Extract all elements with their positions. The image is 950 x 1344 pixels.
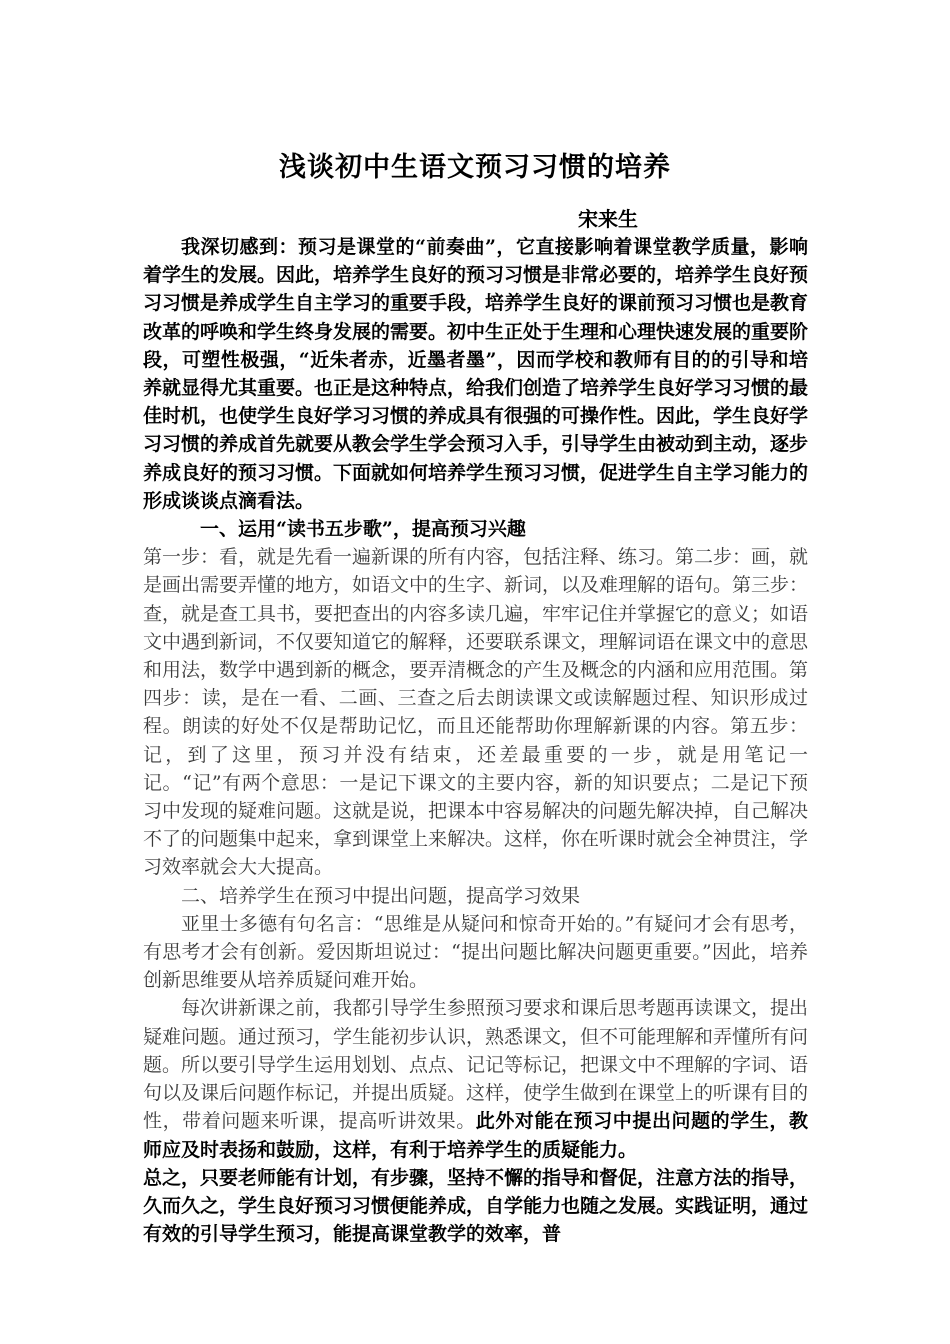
section-2-paragraph-2-bold-text: 此外对能在预习中提出问题的学生，教师应及时表扬和鼓励，这样，有利于培养学生的质疑能力。 (143, 1110, 808, 1161)
document-author: 宋来生 (578, 207, 638, 231)
intro-paragraph: 我深切感到：预习是课堂的“前奏曲”，它直接影响着课堂教学质量，影响着学生的发展。因此，培养学生良好的预习习惯是非常必要的，培养学生良好预习习惯是养成学生自主学习的重要手段，培养学生良好的课前预习习惯也是教育改革的呼唤和学生终身发展的需要。初中生正处于生理和心理快速发展的重要阶段，可塑性极强，“近朱者赤，近墨者墨”，因而学校和教师有目的的引导和培养就显得尤其重要。也正是这种特点，给我们创造了培养学生良好学习习惯的最佳时机，也使学生良好学习习惯的养成具有很强的可操作性。因此，学生良好学习习惯的养成首先就要从教会学生学会预习入手，引导学生由被动到主动，逐步养成良好的预习习惯。下面就如何培养学生预习习惯，促进学生自主学习能力的形成谈谈点滴看法。 (143, 236, 809, 512)
document-title: 浅谈初中生语文预习习惯的培养 (279, 152, 671, 183)
section-heading-1: 一、运用“读书五步歌”，提高预习兴趣 (200, 518, 526, 541)
conclusion-paragraph: 总之，只要老师能有计划，有步骤，坚持不懈的指导和督促，注意方法的指导，久而久之，学生良好预习习惯便能养成，自学能力也随之发展。实践证明，通过有效的引导学生预习，能提高课堂教学的效率，普 (143, 1166, 809, 1246)
section-2-paragraph-1: 亚里士多德有句名言：“思维是从疑问和惊奇开始的。”有疑问才会有思考，有思考才会有创新。爱因斯坦说过：“提出问题比解决问题更重要。”因此，培养创新思维要从培养质疑问难开始。 (143, 912, 808, 992)
document-body (143, 233, 808, 1248)
section-heading-2: 二、培养学生在预习中提出问题，提高学习效果 (181, 884, 581, 907)
section-2-paragraph-2 (143, 994, 808, 1163)
section-2-paragraph-2-text: 每次讲新课之前，我都引导学生参照预习要求和课后思考题再读课文，提出疑难问题。通过预习，学生能初步认识，熟悉课文，但不可能理解和弄懂所有问题。所以要引导学生运用划划、点点、记记等标记，把课文中不理解的字词、语句以及课后问题作标记，并提出质疑。这样，使学生做到在课堂上的听课有目的性，带着问题来听课，提高听讲效果。 (143, 997, 809, 1133)
section-1-paragraph: 第一步：看，就是先看一遍新课的所有内容，包括注释、练习。第二步：画，就是画出需要弄懂的地方，如语文中的生字、新词，以及难理解的语句。第三步：查，就是查工具书，要把查出的内容多读几遍，牢牢记住并掌握它的意义；如语文中遇到新词，不仅要知道它的解释，还要联系课文，理解词语在课文中的意思和用法，数学中遇到新的概念，要弄清概念的产生及概念的内涵和应用范围。第四步：读，是在一看、二画、三查之后去朗读课文或读解题过程、知识形成过程。朗读的好处不仅是帮助记忆，而且还能帮助你理解新课的内容。第五步：记，到了这里，预习并没有结束，还差最重要的一步，就是用笔记一记。“记”有两个意思：一是记下课文的主要内容，新的知识要点；二是记下预习中发现的疑难问题。这就是说，把课本中容易解决的问题先解决掉，自己解决不了的问题集中起来，拿到课堂上来解决。这样，你在听课时就会全神贯注，学习效率就会大大提高。 (143, 546, 809, 879)
